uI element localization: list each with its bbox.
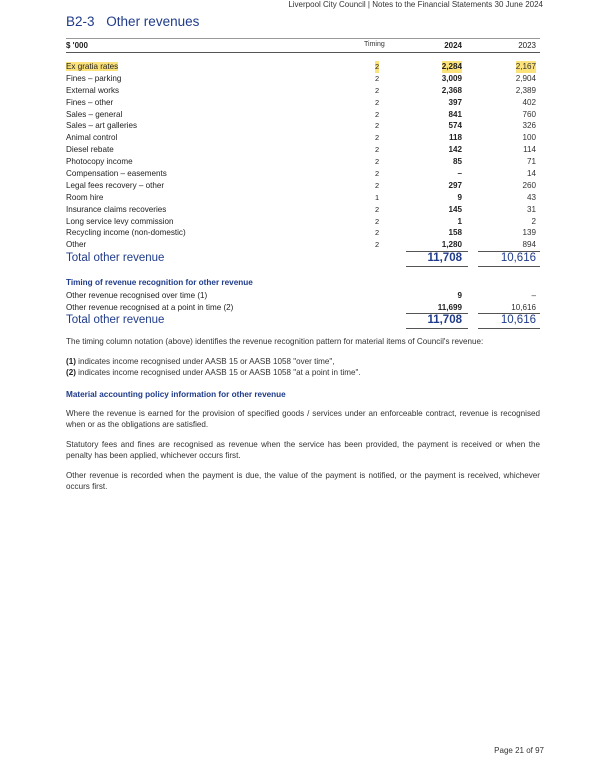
row-2024: 9 — [457, 291, 462, 300]
total-2024: 11,708 — [427, 314, 462, 326]
row-2023: 31 — [526, 204, 536, 214]
row-label: Recycling income (non-domestic) — [66, 228, 186, 238]
row-2024: 1,280 — [441, 240, 462, 250]
row-2024: 9 — [457, 192, 462, 202]
table-row — [66, 156, 540, 168]
row-timing: 1 — [375, 192, 380, 202]
row-label: Sales – art galleries — [66, 121, 138, 131]
header-2024: 2024 — [444, 41, 462, 50]
row-label: External works — [66, 85, 120, 95]
note-1 — [66, 357, 540, 368]
note-2-text: indicates income recognised under AASB 15 or AASB 1058 "at a point in time". — [75, 367, 361, 377]
policy-paragraph-1: Where the revenue is earned for the provision of specified goods / services under an enforceable contract, revenue is recognised when or as the obligations are satisfied. — [66, 409, 540, 429]
note-1-text: indicates income recognised under AASB 15 or AASB 1058 "over time", — [75, 357, 335, 366]
row-timing: 2 — [375, 109, 380, 119]
row-timing: 2 — [375, 121, 380, 131]
row-2024: 2,368 — [441, 85, 462, 95]
policy-paragraph-3: Other revenue is recorded when the payment is due, the value of the payment is notified, or the payment is received, whichever occurs first. — [66, 471, 540, 491]
row-2023: 402 — [522, 97, 536, 107]
row-2023: 2,167 — [515, 62, 536, 71]
row-2023: 2,389 — [515, 85, 536, 95]
note-2-marker: (2) — [66, 367, 76, 377]
note-1-marker: (1) — [66, 357, 76, 366]
total-2024: 11,708 — [427, 252, 462, 264]
table-row — [66, 144, 540, 156]
row-2023: 139 — [522, 228, 536, 238]
row-timing: 2 — [375, 85, 380, 95]
rule — [406, 328, 468, 329]
row-2023: 2,904 — [515, 73, 536, 83]
row-timing: 2 — [375, 157, 380, 167]
header-2023: 2023 — [518, 41, 536, 50]
row-2023: 326 — [522, 121, 536, 131]
row-timing: 2 — [375, 228, 380, 238]
other-revenue-table — [66, 61, 540, 251]
row-label: Other — [66, 240, 87, 250]
table-row — [66, 73, 540, 85]
total-label: Total other revenue — [66, 314, 165, 326]
table-row — [66, 227, 540, 239]
row-timing: 2 — [375, 180, 380, 190]
row-2024: 118 — [448, 133, 462, 143]
row-2023: 43 — [526, 192, 536, 202]
rule — [478, 266, 540, 267]
row-2024: 145 — [448, 204, 462, 214]
table-row — [66, 109, 540, 121]
row-2024: 142 — [448, 145, 462, 155]
row-2023: 10,616 — [511, 302, 536, 312]
header-units: $ '000 — [66, 41, 88, 50]
row-2023: 71 — [526, 157, 536, 167]
divider — [66, 38, 540, 39]
table-row — [66, 61, 540, 73]
row-timing: 2 — [375, 73, 380, 83]
row-label: Fines – parking — [66, 73, 122, 83]
table-row — [66, 132, 540, 144]
row-label: Other revenue recognised over time (1) — [66, 291, 208, 300]
section-number: B2-3 — [66, 14, 95, 29]
row-2024: 397 — [448, 97, 462, 107]
row-2024: 158 — [448, 228, 462, 238]
timing-table — [66, 290, 540, 314]
row-timing: 2 — [375, 169, 380, 179]
policy-heading: Material accounting policy information for other revenue — [66, 390, 286, 399]
row-2024: 1 — [457, 216, 462, 226]
table-row — [66, 192, 540, 204]
row-2023: 760 — [522, 109, 536, 119]
timing-intro-text: The timing column notation (above) identifies the revenue recognition pattern for material items of Council's revenue: — [66, 337, 484, 346]
document-header: Liverpool City Council | Notes to the Financial Statements 30 June 2024 — [288, 0, 543, 9]
table-row — [66, 239, 540, 251]
table-row — [66, 180, 540, 192]
total-label: Total other revenue — [66, 252, 165, 264]
row-timing: 2 — [375, 204, 380, 214]
total-2023: 10,616 — [500, 252, 536, 264]
row-label: Insurance claims recoveries — [66, 204, 167, 214]
header-timing: Timing — [364, 41, 385, 48]
table-row — [66, 97, 540, 109]
row-2024: 297 — [448, 180, 462, 190]
row-2023: 2 — [531, 216, 536, 226]
row-label: Photocopy income — [66, 157, 133, 167]
row-timing: 2 — [375, 145, 380, 155]
section-heading: Other revenues — [106, 14, 200, 29]
total-2023: 10,616 — [500, 314, 536, 326]
row-2024: 574 — [448, 121, 462, 131]
table-row — [66, 216, 540, 228]
row-2024: – — [457, 169, 462, 179]
table-row — [66, 302, 540, 314]
section-title — [66, 14, 199, 29]
row-label: Diesel rebate — [66, 145, 114, 155]
row-label: Compensation – easements — [66, 169, 167, 179]
row-timing: 2 — [375, 97, 380, 107]
row-label: Animal control — [66, 133, 118, 143]
row-2023: – — [531, 291, 536, 300]
page-number: Page 21 of 97 — [494, 746, 544, 755]
row-timing: 2 — [375, 240, 380, 250]
rule — [478, 328, 540, 329]
row-2023: 894 — [522, 240, 536, 250]
policy-paragraph-2: Statutory fees and fines are recognised as revenue when the service has been provided, the payment is received or when the penalty has been applied, whichever occurs first. — [66, 440, 540, 460]
row-2023: 114 — [523, 145, 536, 155]
row-2023: 100 — [522, 133, 536, 143]
row-timing: 2 — [375, 133, 380, 143]
row-2024: 2,284 — [441, 62, 462, 71]
row-label: Room hire — [66, 192, 104, 202]
row-timing: 2 — [375, 62, 380, 71]
row-2023: 14 — [526, 169, 536, 179]
timing-notes — [66, 357, 540, 378]
row-timing: 2 — [375, 216, 380, 226]
row-2024: 85 — [452, 157, 462, 167]
total-row — [66, 252, 540, 266]
note-2 — [66, 368, 540, 379]
row-label: Legal fees recovery – other — [66, 180, 165, 190]
row-2024: 3,009 — [441, 73, 462, 83]
timing-total-row — [66, 314, 540, 328]
row-label: Fines – other — [66, 97, 114, 107]
timing-heading: Timing of revenue recognition for other revenue — [66, 278, 253, 287]
row-2024: 841 — [448, 109, 462, 119]
rule — [406, 266, 468, 267]
table-header — [66, 41, 540, 51]
row-2024: 11,699 — [437, 302, 462, 312]
row-label: Sales – general — [66, 109, 123, 119]
table-row — [66, 290, 540, 302]
row-label: Ex gratia rates — [66, 62, 119, 71]
table-row — [66, 120, 540, 132]
table-row — [66, 168, 540, 180]
row-label: Long service levy commission — [66, 216, 174, 226]
table-row — [66, 85, 540, 97]
table-row — [66, 204, 540, 216]
divider — [66, 52, 540, 53]
row-label: Other revenue recognised at a point in time (2) — [66, 302, 234, 312]
row-2023: 260 — [522, 180, 536, 190]
